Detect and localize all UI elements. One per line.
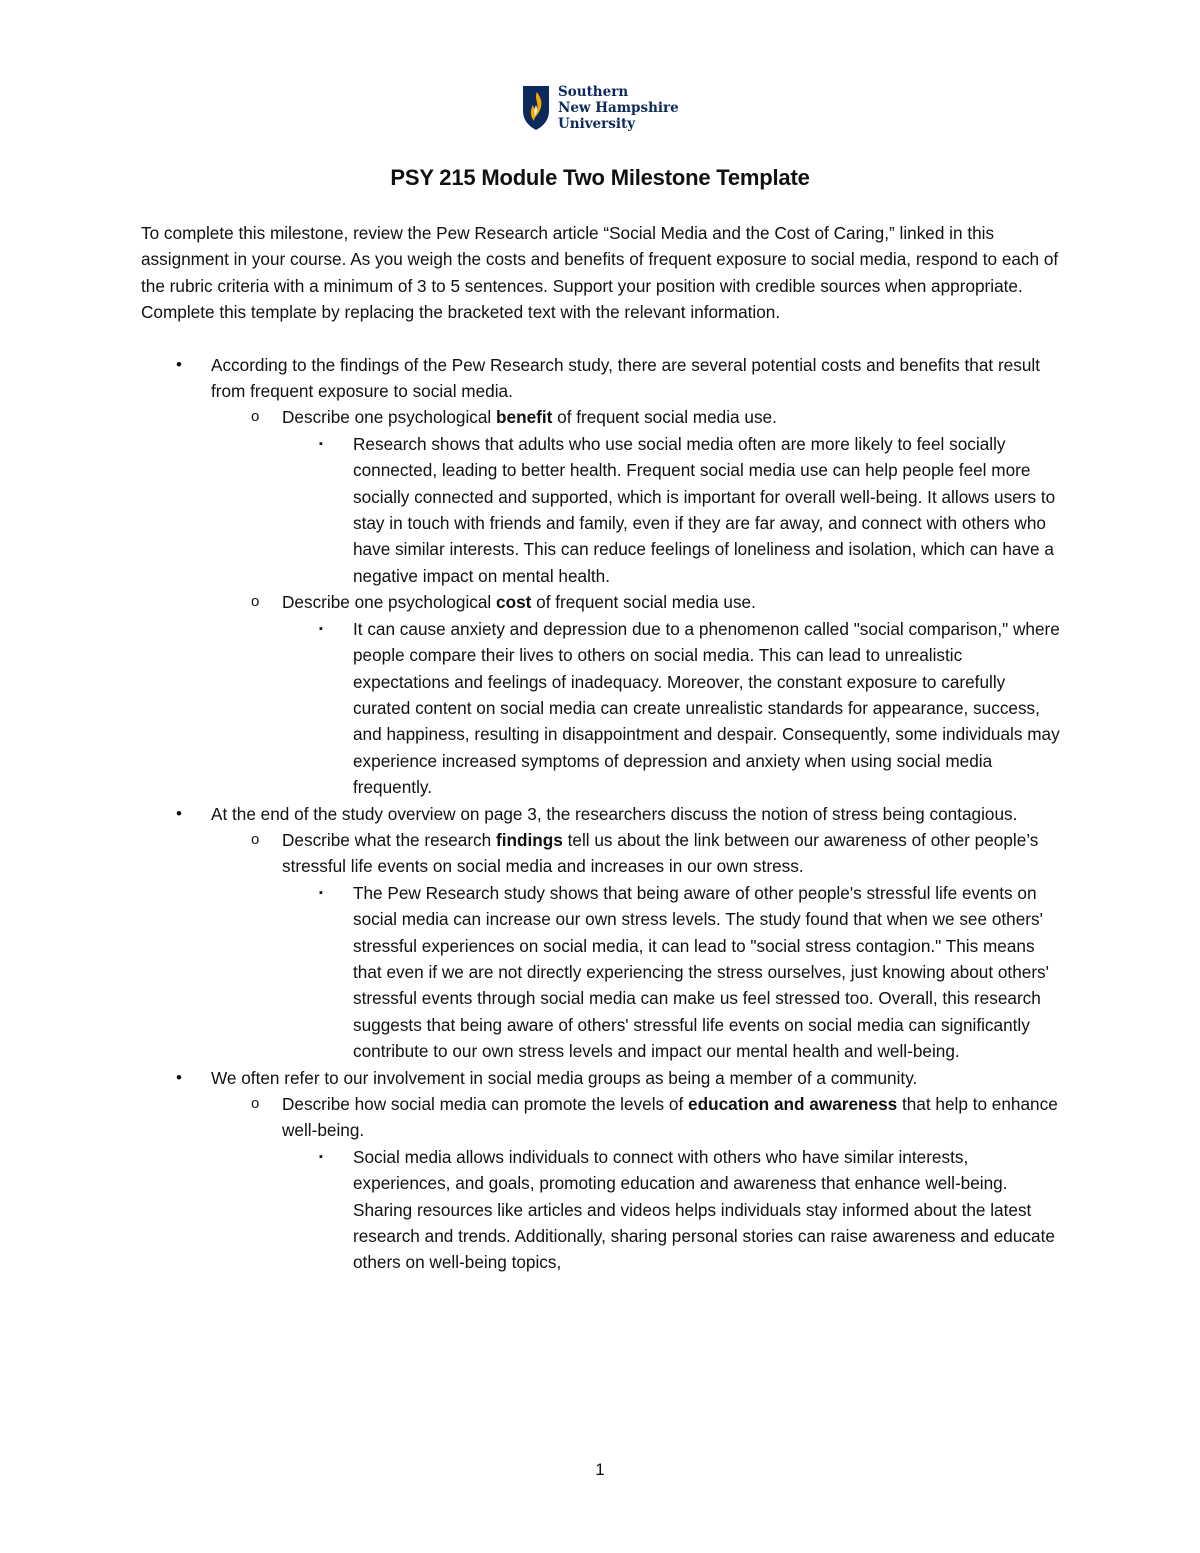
list-item xyxy=(141,1091,1061,1276)
circle-bullet-icon: o xyxy=(251,408,260,426)
list-item xyxy=(141,616,1061,801)
sub-prompt-list xyxy=(211,404,1061,800)
logo-line-2: New Hampshire xyxy=(558,100,679,116)
page-number: 1 xyxy=(595,1460,605,1479)
bullet-icon: • xyxy=(176,354,182,374)
sub-prompt-list xyxy=(211,827,1061,1065)
prompt-list xyxy=(141,352,1061,1276)
answer-list xyxy=(282,616,1061,801)
section-prompt: We often refer to our involvement in social media groups as being a member of a community. xyxy=(211,1067,918,1088)
question-prefix: Describe what the research xyxy=(282,829,496,850)
answer-text: Research shows that adults who use social media often are more likely to feel socially connected, leading to better health. Frequent social media use can help people feel more socially connected and supported, which is important for overall well-being. It allows users to stay in touch with friends and family, even if they are far away, and connect with others who have similar interests. This can reduce feelings of loneliness and isolation, which can have a negative impact on mental health. xyxy=(353,433,1056,586)
question-prefix: Describe one psychological xyxy=(282,407,497,428)
question-suffix: tell us about the link between our awareness of other people’s stressful life events on social media and increases in our own stress. xyxy=(282,829,1039,877)
list-item xyxy=(141,404,1061,589)
question-suffix: of frequent social media use. xyxy=(531,592,756,613)
answer-list xyxy=(282,880,1061,1065)
question-prefix: Describe how social media can promote the levels of xyxy=(282,1094,689,1114)
question-keyword: findings xyxy=(496,829,563,850)
list-item xyxy=(141,352,1061,801)
answer-text: It can cause anxiety and depression due to a phenomenon called "social comparison," where people compare their lives to others on social media. This can lead to unrealistic expectations and feelings of inadequacy. Moreover, the constant exposure to carefully curated content on social media can create unrealistic standards for appearance, success, and happiness, resulting in disappointment and despair. Consequently, some individuals may experience increased symptoms of depression and anxiety when using social media frequently. xyxy=(353,618,1060,798)
answer-list xyxy=(282,1144,1061,1276)
shield-flame-icon xyxy=(522,85,550,131)
section-prompt: According to the findings of the Pew Research study, there are several potential costs and benefits that result from frequent exposure to social media. xyxy=(211,354,1040,402)
logo-line-3: University xyxy=(558,116,636,132)
sub-prompt-list xyxy=(211,1091,1061,1276)
list-item xyxy=(141,1144,1061,1276)
square-bullet-icon: ▪ xyxy=(319,622,323,635)
document-title: PSY 215 Module Two Milestone Template xyxy=(390,165,810,190)
circle-bullet-icon: o xyxy=(251,1095,260,1112)
list-item xyxy=(141,589,1061,800)
question-keyword: benefit xyxy=(496,407,553,428)
logo-line-1: Southern xyxy=(558,84,629,100)
answer-list xyxy=(282,431,1061,589)
bullet-icon: • xyxy=(176,1067,182,1087)
document-body xyxy=(141,220,1061,1276)
circle-bullet-icon: o xyxy=(251,830,260,848)
list-item xyxy=(141,827,1061,1065)
square-bullet-icon: ▪ xyxy=(319,1150,323,1163)
square-bullet-icon: ▪ xyxy=(319,886,323,899)
question-prefix: Describe one psychological xyxy=(282,592,497,613)
section-prompt: At the end of the study overview on page 3, the researchers discuss the notion of stress being contagious. xyxy=(211,803,1018,824)
list-item xyxy=(141,431,1061,589)
question-keyword: cost xyxy=(496,592,532,613)
circle-bullet-icon: o xyxy=(251,593,260,611)
square-bullet-icon: ▪ xyxy=(319,437,323,450)
question-keyword: education and awareness xyxy=(688,1094,898,1114)
list-item xyxy=(141,1065,1061,1276)
question-suffix: of frequent social media use. xyxy=(552,407,777,428)
answer-text: Social media allows individuals to connect with others who have similar interests, experiences, and goals, promoting education and awareness that enhance well-being. Sharing resources like articles and videos helps individuals stay informed about the latest research and trends. Additionally, sharing personal stories can raise awareness and educate others on well-being topics, xyxy=(353,1146,1055,1273)
university-logo xyxy=(522,84,679,132)
question-suffix: that help to enhance well-being. xyxy=(282,1094,1058,1141)
answer-text: The Pew Research study shows that being aware of other people's stressful life events on social media can increase our own stress levels. The study found that when we see others' stressful experiences on social media, it can lead to "social stress contagion." This means that even if we are not directly experiencing the stress ourselves, just knowing about others' stressful events through social media can make us feel stressed too. Overall, this research suggests that being aware of others' stressful life events on social media can significantly contribute to our own stress levels and impact our mental health and well-being. xyxy=(353,882,1049,1062)
intro-paragraph: To complete this milestone, review the Pew Research article “Social Media and the Cost of Caring,” linked in this assignment in your course. As you weigh the costs and benefits of frequent exposure to social media, respond to each of the rubric criteria with a minimum of 3 to 5 sentences. Support your position with credible sources when appropriate. Complete this template by replacing the bracketed text with the relevant information. xyxy=(141,223,1059,323)
bullet-icon: • xyxy=(176,803,182,823)
list-item xyxy=(141,880,1061,1065)
logo-wordmark xyxy=(558,84,679,132)
list-item xyxy=(141,801,1061,1065)
